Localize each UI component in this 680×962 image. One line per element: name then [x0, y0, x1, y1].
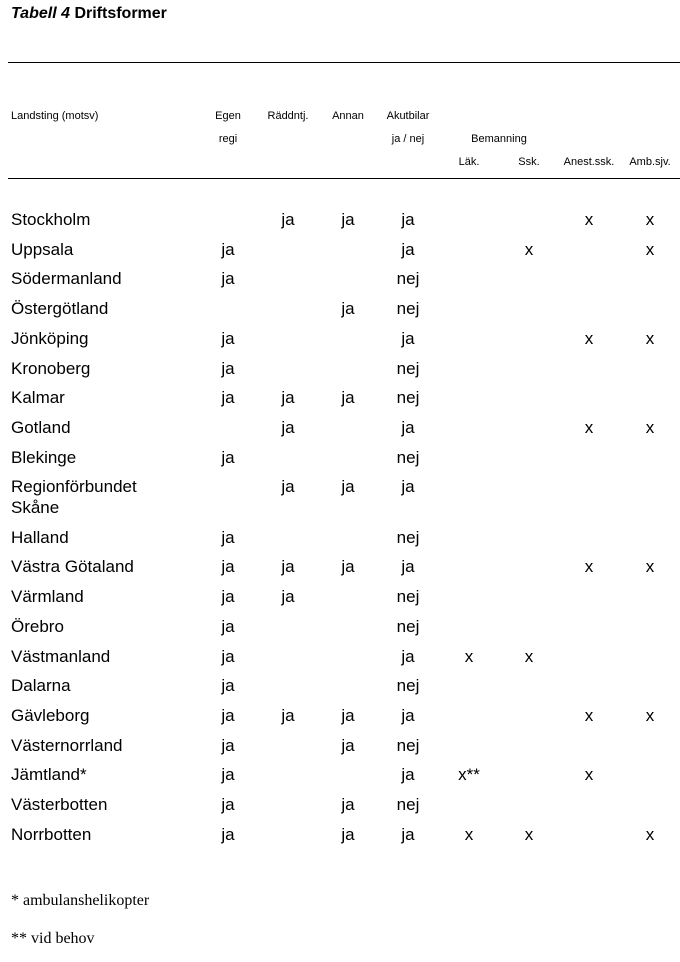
- cell-akut: nej: [396, 617, 420, 636]
- cell-amb: x: [645, 418, 655, 437]
- cell-akut: nej: [396, 736, 420, 755]
- cell-raddn: ja: [281, 388, 295, 407]
- cell-akut: nej: [396, 388, 420, 407]
- cell-akut: ja: [401, 477, 415, 496]
- table-row: [0, 209, 680, 237]
- cell-egen: ja: [221, 765, 235, 784]
- header-raddntj: Räddntj.: [267, 110, 309, 122]
- cell-ssk: x: [524, 825, 534, 844]
- header-anest-ssk: Anest.ssk.: [563, 156, 615, 168]
- header-amb-sjv: Amb.sjv.: [629, 156, 671, 168]
- table-row: [0, 298, 680, 326]
- cell-akut: ja: [401, 825, 415, 844]
- cell-annan: ja: [341, 795, 355, 814]
- cell-egen: ja: [221, 329, 235, 348]
- cell-egen: ja: [221, 587, 235, 606]
- cell-anest: x: [584, 557, 594, 576]
- cell-raddn: ja: [281, 418, 295, 437]
- table-number: Tabell 4: [11, 5, 70, 22]
- cell-annan: ja: [341, 299, 355, 318]
- header-rule: [8, 178, 680, 179]
- landsting-name: Uppsala: [11, 240, 74, 259]
- cell-akut: nej: [396, 587, 420, 606]
- cell-anest: x: [584, 706, 594, 725]
- landsting-name: Jönköping: [11, 329, 89, 348]
- landsting-name: Västernorrland: [11, 736, 123, 755]
- cell-akut: nej: [396, 795, 420, 814]
- cell-egen: ja: [221, 240, 235, 259]
- cell-annan: ja: [341, 825, 355, 844]
- table-row: [0, 735, 680, 763]
- landsting-name: Västra Götaland: [11, 557, 134, 576]
- cell-egen: ja: [221, 359, 235, 378]
- cell-annan: ja: [341, 557, 355, 576]
- header-egen: Egen: [215, 110, 241, 122]
- cell-lak: x: [464, 825, 474, 844]
- table-row: [0, 586, 680, 614]
- landsting-name: Södermanland: [11, 269, 122, 288]
- cell-annan: ja: [341, 706, 355, 725]
- table-row: [0, 794, 680, 822]
- table-row: [0, 556, 680, 584]
- landsting-name: Gotland: [11, 418, 71, 437]
- cell-raddn: ja: [281, 706, 295, 725]
- cell-egen: ja: [221, 647, 235, 666]
- cell-akut: nej: [396, 359, 420, 378]
- cell-anest: x: [584, 765, 594, 784]
- cell-egen: ja: [221, 825, 235, 844]
- cell-amb: x: [645, 706, 655, 725]
- cell-amb: x: [645, 329, 655, 348]
- cell-raddn: ja: [281, 477, 295, 496]
- cell-annan: ja: [341, 477, 355, 496]
- table-row: [0, 358, 680, 386]
- cell-anest: x: [584, 329, 594, 348]
- cell-egen: ja: [221, 448, 235, 467]
- header-regi: regi: [218, 133, 238, 145]
- cell-amb: x: [645, 210, 655, 229]
- cell-lak: x**: [458, 765, 480, 784]
- table-row: [0, 387, 680, 415]
- footnote-helikopter: * ambulanshelikopter: [11, 892, 150, 909]
- cell-egen: ja: [221, 736, 235, 755]
- landsting-name: Östergötland: [11, 299, 109, 318]
- landsting-name: Gävleborg: [11, 706, 90, 725]
- header-landsting: Landsting (motsv): [11, 110, 99, 122]
- table-row: [0, 417, 680, 445]
- cell-annan: ja: [341, 388, 355, 407]
- cell-egen: ja: [221, 388, 235, 407]
- landsting-name: Kalmar: [11, 388, 65, 407]
- cell-egen: ja: [221, 795, 235, 814]
- table-title: [11, 5, 167, 23]
- cell-egen: ja: [221, 557, 235, 576]
- cell-lak: x: [464, 647, 474, 666]
- cell-egen: ja: [221, 617, 235, 636]
- landsting-name: Kronoberg: [11, 359, 91, 378]
- cell-egen: ja: [221, 269, 235, 288]
- landsting-name-continued: Skåne: [11, 498, 60, 517]
- cell-amb: x: [645, 240, 655, 259]
- table-row: [0, 447, 680, 475]
- table-row: [0, 675, 680, 703]
- table-row: [0, 705, 680, 733]
- header-annan: Annan: [332, 110, 364, 122]
- top-rule: [8, 62, 680, 63]
- cell-annan: ja: [341, 736, 355, 755]
- cell-akut: ja: [401, 706, 415, 725]
- table-title-text: Driftsformer: [74, 5, 167, 22]
- header-ssk: Ssk.: [518, 156, 540, 168]
- table-row: [0, 764, 680, 792]
- cell-egen: ja: [221, 528, 235, 547]
- landsting-name: Norrbotten: [11, 825, 92, 844]
- cell-akut: ja: [401, 210, 415, 229]
- cell-akut: nej: [396, 676, 420, 695]
- cell-annan: ja: [341, 210, 355, 229]
- table-row: [0, 616, 680, 644]
- cell-akut: ja: [401, 329, 415, 348]
- cell-akut: ja: [401, 240, 415, 259]
- cell-egen: ja: [221, 676, 235, 695]
- header-bemanning: Bemanning: [471, 133, 527, 145]
- table-row: [0, 268, 680, 296]
- table-row: [0, 239, 680, 267]
- cell-egen: ja: [221, 706, 235, 725]
- cell-akut: ja: [401, 647, 415, 666]
- cell-akut: nej: [396, 528, 420, 547]
- landsting-name: Dalarna: [11, 676, 71, 695]
- landsting-name: Västmanland: [11, 647, 111, 666]
- cell-amb: x: [645, 557, 655, 576]
- landsting-name: Jämtland*: [11, 765, 87, 784]
- cell-akut: ja: [401, 557, 415, 576]
- cell-amb: x: [645, 825, 655, 844]
- header-ja-nej: ja / nej: [391, 133, 425, 145]
- landsting-name: Regionförbundet: [11, 477, 137, 496]
- cell-akut: ja: [401, 418, 415, 437]
- landsting-name: Stockholm: [11, 210, 91, 229]
- cell-akut: nej: [396, 448, 420, 467]
- cell-ssk: x: [524, 240, 534, 259]
- table-row: [0, 824, 680, 852]
- landsting-name: Västerbotten: [11, 795, 108, 814]
- landsting-name: Örebro: [11, 617, 64, 636]
- cell-akut: nej: [396, 299, 420, 318]
- header-lak: Läk.: [458, 156, 480, 168]
- table-row: [0, 646, 680, 674]
- cell-raddn: ja: [281, 557, 295, 576]
- cell-raddn: ja: [281, 587, 295, 606]
- cell-anest: x: [584, 418, 594, 437]
- cell-ssk: x: [524, 647, 534, 666]
- cell-akut: ja: [401, 765, 415, 784]
- table-row: [0, 328, 680, 356]
- landsting-name: Halland: [11, 528, 69, 547]
- landsting-name: Värmland: [11, 587, 84, 606]
- cell-anest: x: [584, 210, 594, 229]
- landsting-name: Blekinge: [11, 448, 77, 467]
- cell-akut: nej: [396, 269, 420, 288]
- table-row: [0, 476, 680, 517]
- header-akutbilar: Akutbilar: [386, 110, 430, 122]
- cell-raddn: ja: [281, 210, 295, 229]
- footnote-vid-behov: ** vid behov: [11, 930, 95, 947]
- table-row: [0, 527, 680, 555]
